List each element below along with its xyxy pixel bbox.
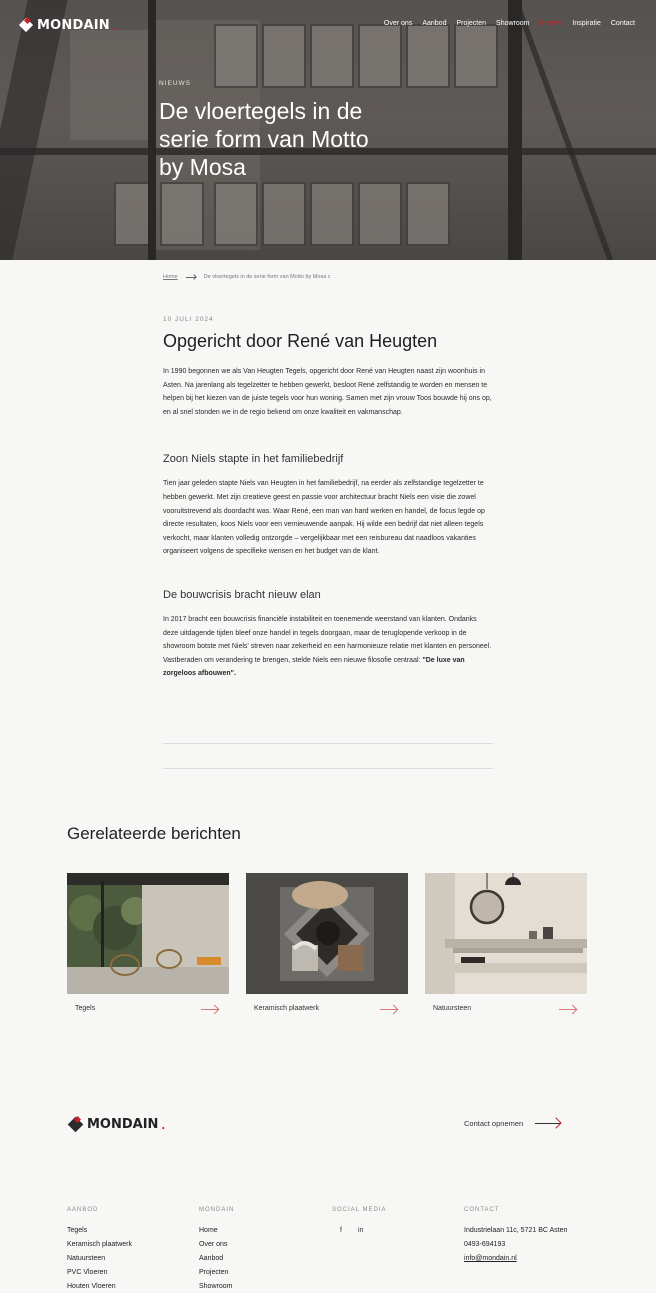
mondain-logo-icon [18, 17, 34, 33]
card-image-tegels [67, 873, 229, 994]
breadcrumb [163, 274, 331, 280]
section-body-bouwcrisis [163, 613, 493, 681]
footer-link[interactable]: Natuursteen [67, 1255, 106, 1262]
arrow-right-icon[interactable] [380, 1006, 398, 1014]
philosophy-quote: "De luxe van zorgeloos afbouwen". [163, 656, 465, 678]
top-navigation [0, 0, 656, 50]
brand-name: MONDAIN [37, 17, 110, 33]
main-menu [384, 20, 635, 27]
brand-logo[interactable] [18, 17, 116, 33]
card-label: Tegels [75, 1005, 96, 1012]
contact-address: Industrielaan 11c, 5721 BC Asten [464, 1227, 568, 1234]
section-body-niels: Tien jaar geleden stapte Niels van Heugten in het familiebedrijf, na eerder als zelfstandige tegelzetter te hebben gewerkt. Met zijn creatieve geest en passie voor architectuur bracht Niels een visie die zowel vooruitstrevend als doordacht was. Waar René, een man van hard werken en handel, de focus legde op directe resultaten, koos Niels voor een vernieuwende aanpak. Hij wilde een bedrijf dat niet alleen tegels verkocht, maar klanten volledig ontzorgde – vergelijkbaar met een reisbureau dat naadloos vakanties organiseert volgens de specifieke wensen en het budget van de klant. [163, 480, 485, 556]
card-image-keramisch [246, 873, 408, 994]
footer-link[interactable]: Keramisch plaatwerk [67, 1241, 132, 1248]
mondain-logo-icon [67, 1116, 84, 1133]
contact-cta-label: Contact opnemen [464, 1118, 524, 1128]
footer-link[interactable]: PVC Vloeren [67, 1269, 108, 1276]
article-date: 10 JULI 2024 [163, 316, 214, 323]
footer-col-heading: MONDAIN [199, 1207, 235, 1213]
breadcrumb-home[interactable]: Home [163, 274, 178, 280]
nav-inspiratie[interactable]: Inspiratie [572, 20, 601, 27]
related-card-keramisch-plaatwerk[interactable] [246, 873, 408, 1023]
brand-dot: . [161, 1117, 166, 1132]
contact-email[interactable]: info@mondain.nl [464, 1255, 517, 1262]
hero-title: De vloertegels in de serie form van Motto by Mosa [159, 98, 369, 180]
divider [163, 743, 493, 744]
nav-contact[interactable]: Contact [610, 20, 635, 27]
article-body [163, 316, 493, 681]
arrow-right-icon[interactable] [559, 1006, 577, 1014]
section-heading-bouwcrisis: De bouwcrisis bracht nieuw elan [163, 588, 321, 601]
section-heading-niels: Zoon Niels stapte in het familiebedrijf [163, 453, 344, 466]
section-body-text: In 2017 bracht een bouwcrisis financiële instabiliteit en toenemende weerstand van klanten. Ondanks deze uitdagende tijden bleef onze handel in tegels doorgaan, maar de teruglopende verkoop in de showroom botste met Niels' streven naar zekerheid en een harmonieuze relatie met klanten en personeel. Vastberaden om verandering te brengen, stelde Niels een nieuwe filosofie centraal: [163, 615, 492, 664]
related-posts-title: Gerelateerde berichten [67, 824, 241, 843]
footer-col-mondain [199, 1207, 234, 1293]
article-heading: Opgericht door René van Heugten [163, 331, 438, 351]
contact-cta[interactable] [464, 1118, 561, 1128]
facebook-icon[interactable]: f [340, 1227, 342, 1234]
footer-link[interactable]: Tegels [67, 1227, 88, 1234]
card-label: Keramisch plaatwerk [254, 1005, 319, 1012]
footer-link[interactable]: Houten Vloeren [67, 1283, 116, 1290]
related-card-tegels[interactable] [67, 873, 229, 1023]
arrow-right-icon [535, 1118, 561, 1128]
footer-col-aanbod [67, 1207, 132, 1293]
footer-link[interactable]: Showroom [199, 1283, 233, 1290]
hero-eyebrow: NIEUWS [159, 80, 191, 87]
nav-aanbod[interactable]: Aanbod [422, 20, 447, 27]
footer-link[interactable]: Over ons [199, 1241, 228, 1248]
related-card-natuursteen[interactable] [425, 873, 587, 1023]
linkedin-icon[interactable]: in [357, 1227, 364, 1234]
footer-col-heading: AANBOD [67, 1207, 99, 1213]
nav-nieuws[interactable]: Nieuws [539, 20, 563, 27]
card-image-natuursteen [425, 873, 587, 994]
footer-col-contact [464, 1207, 567, 1266]
footer-link[interactable]: Home [199, 1227, 218, 1234]
hero-text [159, 80, 399, 181]
arrow-right-icon[interactable] [201, 1006, 219, 1014]
footer-col-heading: SOCIAL MEDIA [332, 1207, 387, 1213]
footer-logo[interactable] [67, 1116, 165, 1133]
card-label: Natuursteen [433, 1005, 472, 1012]
article-intro: In 1990 begonnen we als Van Heugten Tegels, opgericht door René van Heugten naast zijn woonhuis in Asten. Na jarenlang als tegelzetter te hebben gewerkt, besloot René zelfstandig te worden en mensen te helpen bij het kiezen van de juiste tegels voor hun woning. Samen met zijn vrouw Toos bouwde hij ons op, en al snel stonden we in de regio bekend om onze kwaliteit en vakmanschap. [163, 368, 492, 416]
arrow-right-icon [186, 277, 196, 278]
footer-col-social [332, 1207, 386, 1234]
footer-link[interactable]: Aanbod [199, 1255, 224, 1262]
nav-over-ons[interactable]: Over ons [383, 20, 413, 27]
nav-projecten[interactable]: Projecten [456, 20, 487, 27]
breadcrumb-current: De vloertegels in de serie form van Motto by Mosa c [203, 274, 331, 280]
contact-phone[interactable]: 0493-694193 [464, 1241, 506, 1248]
footer-brand-name: MONDAIN [87, 1117, 159, 1132]
divider [163, 768, 493, 769]
footer-col-heading: CONTACT [464, 1207, 500, 1213]
nav-showroom[interactable]: Showroom [496, 20, 530, 27]
brand-dot: . [112, 17, 117, 33]
footer-link[interactable]: Projecten [199, 1269, 229, 1276]
